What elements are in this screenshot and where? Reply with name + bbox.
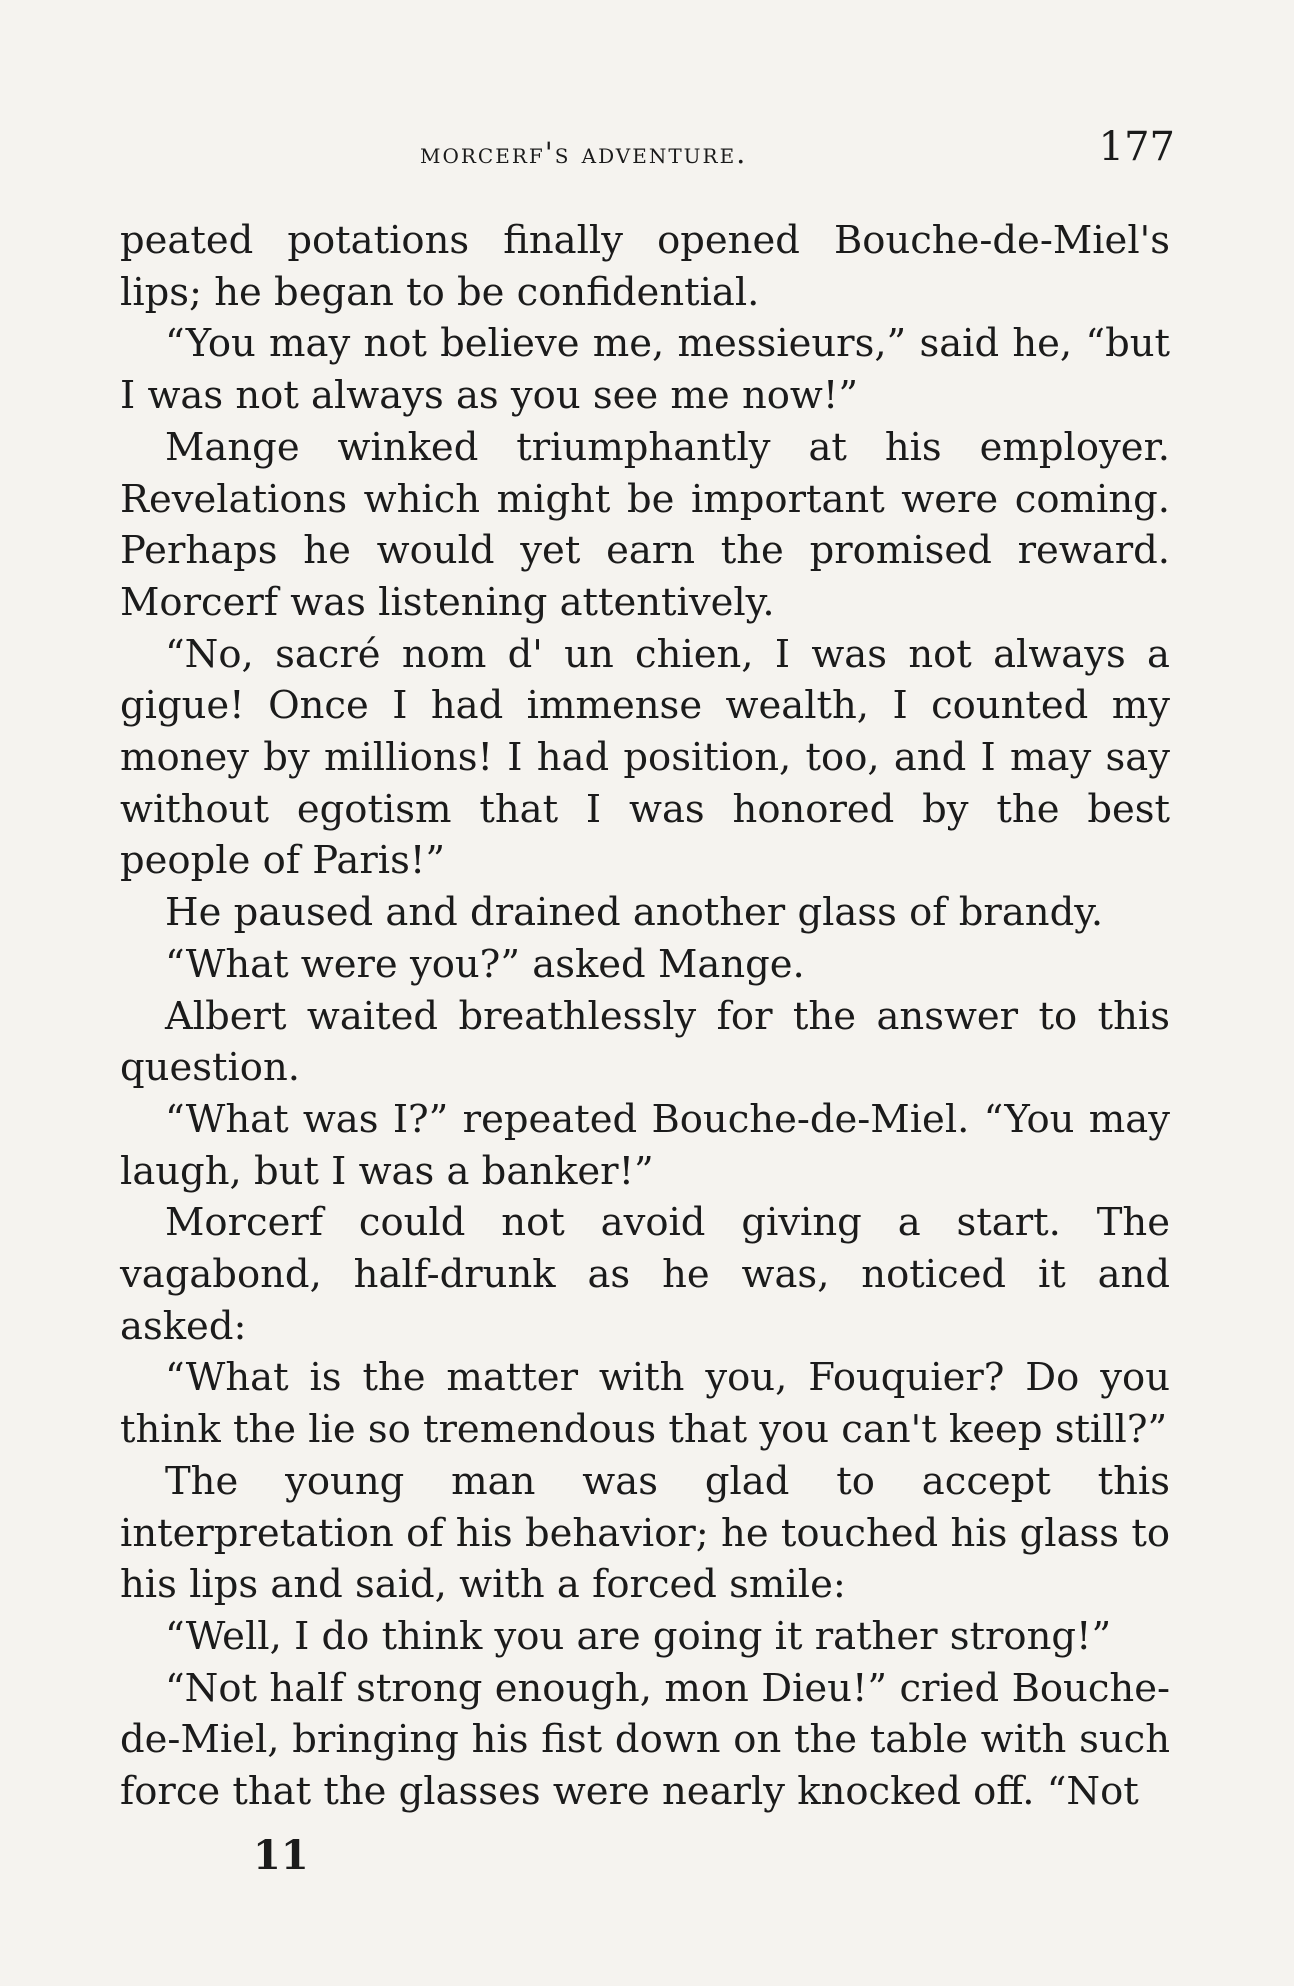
paragraph: “What were you?” asked Mange. bbox=[165, 941, 805, 987]
paragraph: peated potations finally opened Bouche-de-Miel's lips; he began to be confidential. bbox=[120, 218, 1170, 315]
page-header bbox=[120, 118, 1175, 178]
signature-mark: 11 bbox=[253, 1832, 309, 1879]
page-number: 177 bbox=[1098, 124, 1175, 170]
paragraph: “You may not believe me, messieurs,” said he, “but I was not always as you see me now!” bbox=[120, 321, 1170, 419]
paragraph: The young man was glad to accept this interpretation of his behavior; he touched his glass to his lips and said, with a forced smile: bbox=[120, 1458, 1170, 1608]
paragraph: “No, sacré nom d' un chien, I was not always a gigue! Once I had immense wealth, I counted my money by millions! I had position, too, and I may say without egotism that I was honored by the best people of Paris!” bbox=[120, 631, 1170, 884]
paragraph: “Not half strong enough, mon Dieu!” cried Bouche-de-Miel, bringing his fist down on the table with such force that the glasses were nearly knocked off. “Not bbox=[120, 1665, 1170, 1815]
paragraph: “Well, I do think you are going it rather strong!” bbox=[165, 1613, 1112, 1659]
running-title: morcerf's adventure. bbox=[420, 136, 748, 170]
page-body bbox=[120, 215, 1170, 1818]
paragraph: He paused and drained another glass of brandy. bbox=[165, 890, 1104, 936]
paragraph: Mange winked triumphantly at his employer. Revelations which might be important were coming. Perhaps he would yet earn the promised reward. Morcerf was listening attentively. bbox=[120, 424, 1170, 625]
paragraph: “What is the matter with you, Fouquier? Do you think the lie so tremendous that you can't keep still?” bbox=[120, 1355, 1170, 1453]
paragraph: “What was I?” repeated Bouche-de-Miel. “You may laugh, but I was a banker!” bbox=[120, 1096, 1170, 1194]
paragraph: Albert waited breathlessly for the answer to this question. bbox=[120, 993, 1170, 1091]
paragraph: Morcerf could not avoid giving a start. The vagabond, half-drunk as he was, noticed it and asked: bbox=[120, 1200, 1170, 1349]
